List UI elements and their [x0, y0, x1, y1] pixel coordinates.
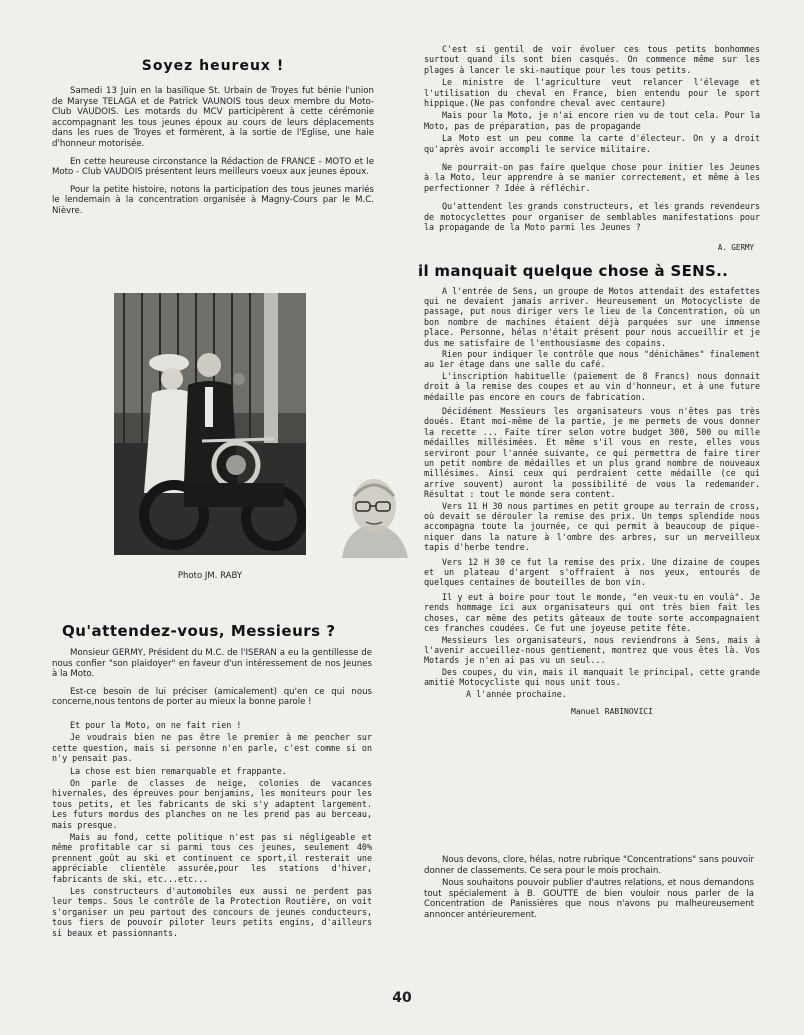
- article-closing-note: [424, 855, 754, 928]
- paragraph: Le ministre de l'agriculture veut relancer l'élevage et l'utilisation du cheval en France, bien entendu pour le sport hippique.(Ne pas confondre cheval avec centaure): [424, 77, 760, 109]
- paragraph: Vers 12 H 30 ce fut la remise des prix. Une dizaine de coupes et un plateau d'argent s'offraient à nos yeux, entourés de quelques centaines de bouteilles de bon vin.: [424, 556, 760, 588]
- wedding-photo: [114, 293, 306, 555]
- paragraph: A l'entrée de Sens, un groupe de Motos attendait des estafettes qui ne devaient jamais arriver. Heureusement un Motocycliste de passage, put nous diriger vers le lieu de la Concentration, où un bon nombre de machines étaient déjà parquées sur une immense place. Personne, hélas n'était présent pour nous accueillir et je dus me satisfaire de l'enthousiasme des copains.: [424, 285, 760, 348]
- paragraph: Mais au fond, cette politique n'est pas si négligeable et même profitable car si parmi tous ces jeunes, seulement 40% prennent goût au ski et continuent ce sport,il resterait une appréciable clientèle assurée,pour les stations d'hiver, fabricants de ski, etc...etc...: [52, 832, 372, 884]
- author-signature: A. GERMY: [717, 242, 754, 252]
- paragraph: Rien pour indiquer le contrôle que nous "dénichâmes" finalement au 1er étage dans une salle du café.: [424, 348, 760, 370]
- paragraph: Qu'attendent les grands constructeurs, et les grands revendeurs de motocyclettes pour organiser de semblables manifestations pour la propagande de la Moto parmi les Jeunes ?: [424, 201, 760, 233]
- paragraph: Vers 11 H 30 nous partimes en petit groupe au terrain de cross, où devait se dérouler la remise des prix. Un temps splendide nous accompagna toute la journée, ce qui permit à beaucoup de pique-niquer dans la nature à l'ombre des arbres, sur un merveilleux tapis d'herbe tendre.: [424, 500, 760, 553]
- paragraph: Pour la petite histoire, notons la participation des tous jeunes mariés le lendemain à la concentration organisée à Magny-Cours par le M.C. Nièvre.: [52, 184, 374, 216]
- page-number: 40: [392, 990, 412, 1006]
- paragraph: En cette heureuse circonstance la Rédaction de FRANCE - MOTO et le Moto - Club VAUDOIS présentent leurs meilleurs voeux aux jeunes époux.: [52, 156, 374, 178]
- paragraph: L'inscription habituelle (paiement de 8 Francs) nous donnait droit à la remise des coupes et au vin d'honneur, et à une future médaille pas encore en cours de fabrication.: [424, 370, 760, 402]
- article-title: il manquait quelque chose à SENS..: [418, 261, 729, 280]
- paragraph: Décidément Messieurs les organisateurs vous n'êtes pas très doués. Etant moi-même de la partie, je me permets de vous donner la recette ... Faite tirer selon votre budget 300, 500 ou mille médailles millésimées. Et même s'il vous en reste, elles vous serviront pour l'année suivante, ce qui permettra de faire tirer un petit nombre de médailles et un plus grand nombre de nouveaux millésimes. Ainsi ceux qui perdraient cette médaille (ce qui arrive souvent) auront la possibilité de vous la redemander. Résultat : tout le monde sera content.: [424, 405, 760, 500]
- paragraph: Nous souhaitons pouvoir publier d'autres relations, et nous demandons tout spécialement à B. GOUTTE de bien vouloir nous parler de la Concentration de Panissières que nous n'avons pu malheureusement annoncer antérieurement.: [424, 878, 754, 920]
- paragraph: Messieurs les organisateurs, nous reviendrons à Sens, mais à l'avenir accueillez-nous gentiement, montrez que vous êtes là. Vos Motards je n'en ai pas vu un seul...: [424, 634, 760, 666]
- paragraph: A l'année prochaine.: [466, 688, 567, 699]
- portrait-watermark: [338, 472, 412, 562]
- article-title: Qu'attendez-vous, Messieurs ?: [62, 622, 336, 640]
- right-column: [418, 44, 760, 726]
- paragraph: La Moto est un peu comme la carte d'électeur. On y a droit qu'après avoir accompli le service militaire.: [424, 133, 760, 154]
- paragraph: La chose est bien remarquable et frappante.: [70, 765, 287, 776]
- paragraph: On parle de classes de neige, colonies de vacances hivernales, des épreuves pour benjamins, les moniteurs pour les tous petits, et les fabricants de ski s'y adaptent largement. Les futurs mordus des planches on ne les prend pas au berceau, mais presque.: [52, 778, 372, 830]
- paragraph: Ne pourrait-on pas faire quelque chose pour initier les Jeunes à la Moto, leur apprendre à se manier correctement, et même à les perfectionner ? Idée à réfléchir.: [424, 162, 760, 193]
- paragraph: Les constructeurs d'automobiles eux aussi ne perdent pas leur temps. Sous le contrôle de la Protection Routière, on voit s'organiser un peu partout des concours de jeunes conducteurs, tous fiers de pouvoir piloter leurs petits engins, d'ailleurs si beaux et passionnants.: [52, 886, 372, 938]
- paragraph: Des coupes, du vin, mais il manquait le principal, cette grande amitié Motocycliste qui nous unit tous.: [424, 666, 760, 688]
- photo-caption: Photo JM. RABY: [177, 571, 243, 581]
- intro-paragraph: Est-ce besoin de lui préciser (amicalement) qu'en ce qui nous concerne,nous tentons de porter au mieux la bonne parole !: [52, 686, 372, 708]
- paragraph: Et pour la Moto, on ne fait rien !: [70, 719, 242, 730]
- paragraph: Mais pour la Moto, je n'ai encore rien vu de tout cela. Pour la Moto, pas de préparation, pas de propagande: [424, 110, 760, 131]
- paragraph: Je voudrais bien ne pas être le premier à me pencher sur cette question, mais si personne n'en parle, c'est comme si on n'y pensait pas.: [52, 732, 372, 764]
- author-signature: Manuel RABINOVICI: [571, 706, 653, 716]
- intro-paragraph: Monsieur GERMY, Président du M.C. de l'ISERAN a eu la gentillesse de nous confier "son plaidoyer" en faveur d'un intéressement de nos Jeunes à la Moto.: [52, 648, 372, 680]
- paragraph: Il y eut à boire pour tout le monde, "en veux-tu en voulà". Je rends hommage ici aux organisateurs qui ont très bien fait les choses, car même des petits gâteaux de toute sorte accompagnaient ces franches coudées. Ce fut une joyeuse petite fête.: [424, 591, 760, 634]
- article-quattendez-left: [52, 648, 372, 940]
- article-soyez-heureux: [52, 58, 374, 224]
- paragraph: Samedi 13 Juin en la basilique St. Urbain de Troyes fut bénie l'union de Maryse TELAGA et de Patrick VAUNOIS tous deux membre du Moto-Club VAUDOIS. Les motards du MCV participèrent à cette cérémonie accompagnant les tous jeunes époux au cours de leurs déplacements dans les rues de Troyes et formèrent, à la sortie de l'Eglise, une haie d'honneur motorisée.: [52, 86, 374, 149]
- paragraph: Nous devons, clore, hélas, notre rubrique "Concentrations" sans pouvoir donner de classements. Ce sera pour le mois prochain.: [424, 855, 754, 876]
- paragraph: C'est si gentil de voir évoluer ces tous petits bonhommes surtout quand ils sont bien casqués. On commence même sur les plages à lancer le ski-nautique pour les tous petits.: [424, 44, 760, 75]
- article-title: Soyez heureux !: [141, 58, 285, 74]
